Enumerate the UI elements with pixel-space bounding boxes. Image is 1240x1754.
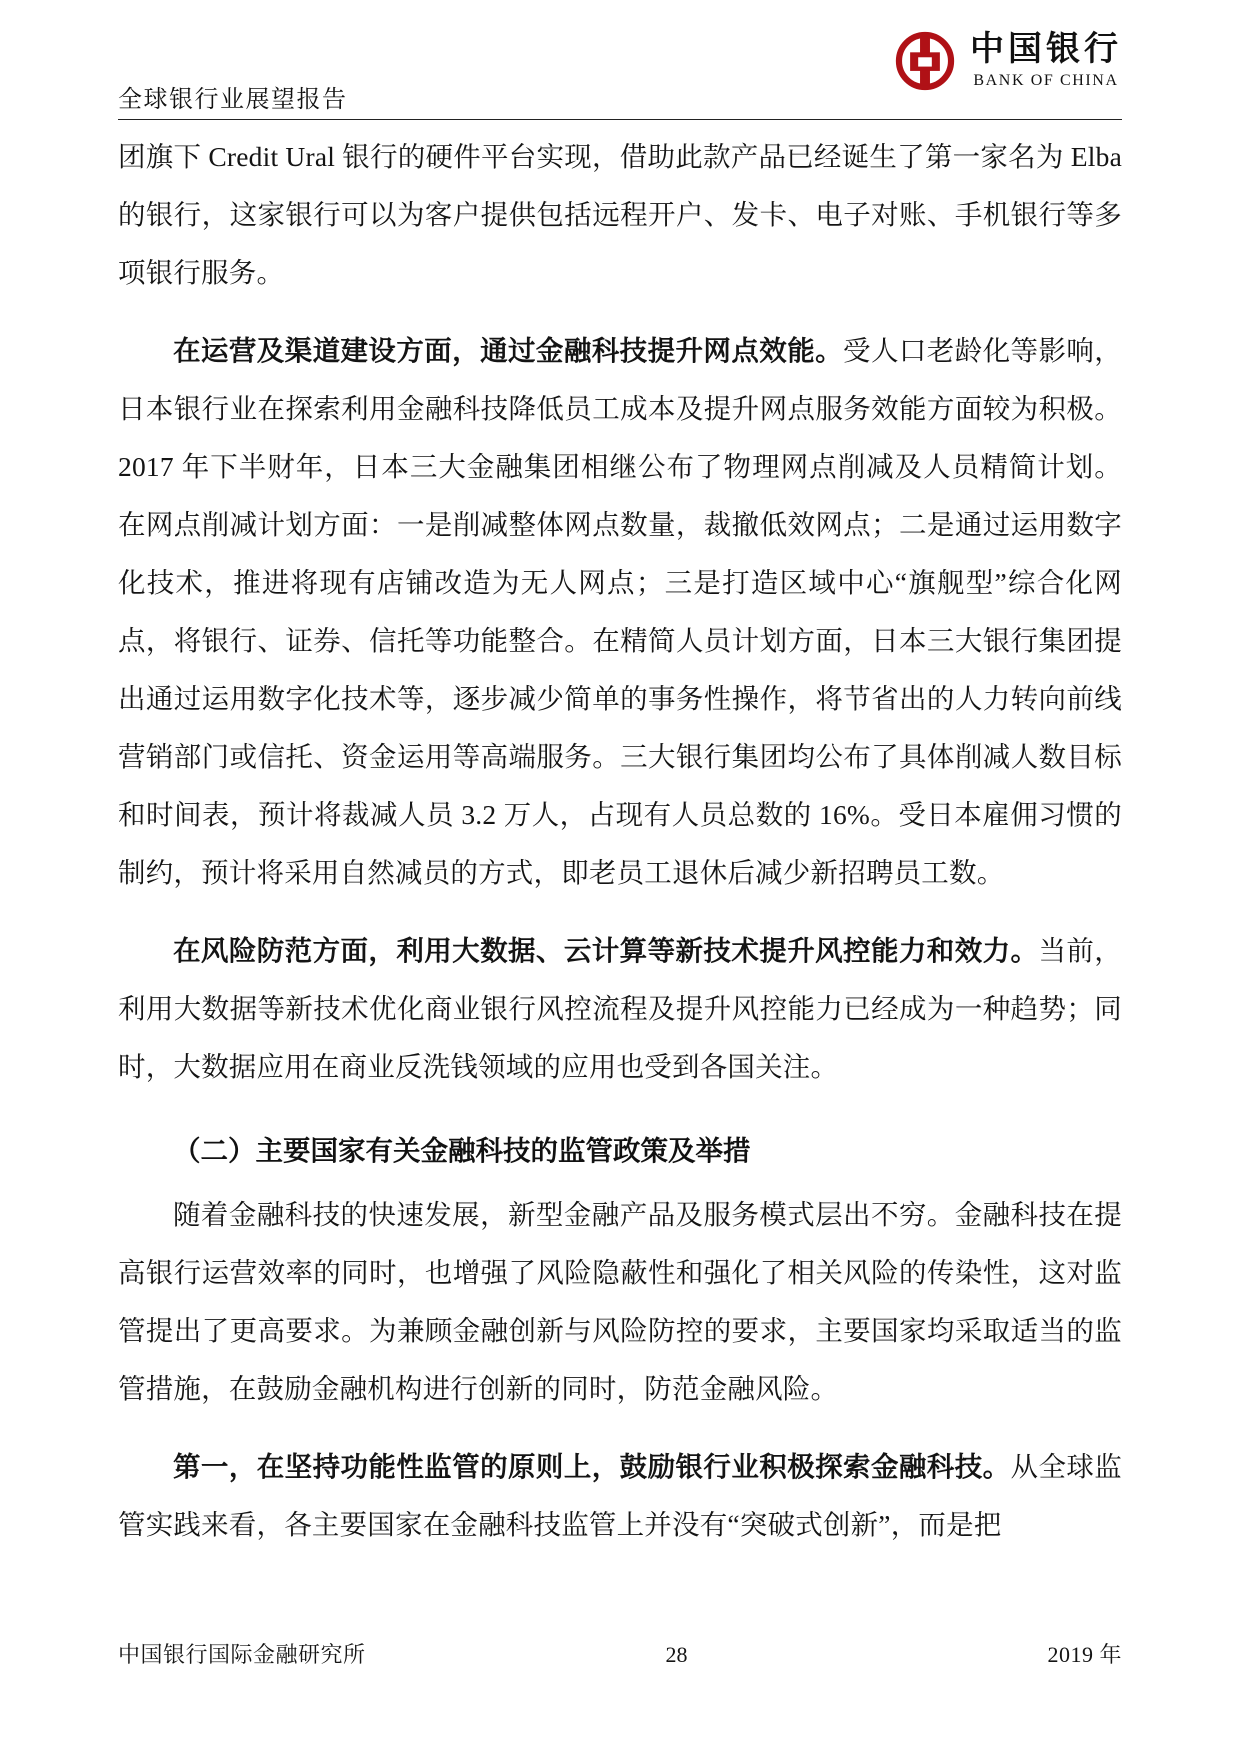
paragraph-continued (118, 128, 1122, 302)
paragraph-lead-in: 在运营及渠道建设方面，通过金融科技提升网点效能。 (173, 335, 844, 366)
paragraph-gap (118, 1422, 1122, 1438)
footer-institution: 中国银行国际金融研究所 (118, 1642, 366, 1667)
paragraph-text: 从全球监管实践来看，各主要国家在金融科技监管上并没有“突破式创新”，而是把 (118, 1451, 1122, 1540)
footer-year: 2019 年 (1047, 1642, 1122, 1667)
paragraph-operations (118, 322, 1122, 902)
footer-page-number: 28 (665, 1642, 688, 1667)
paragraph-fintech-development (118, 1186, 1122, 1418)
paragraph-gap (118, 906, 1122, 922)
boc-english-name: BANK OF CHINA (973, 72, 1119, 89)
paragraph-first-point (118, 1438, 1122, 1554)
paragraph-text: 当前，利用大数据等新技术优化商业银行风控流程及提升风控能力已经成为一种趋势；同时，大数据应用在商业反洗钱领域的应用也受到各国关注。 (118, 935, 1122, 1082)
boc-wordmark (970, 33, 1122, 89)
paragraph-lead-in: 第一，在坚持功能性监管的原则上，鼓励银行业积极探索金融科技。 (173, 1451, 1011, 1482)
section-heading: （二）主要国家有关金融科技的监管政策及举措 (173, 1135, 751, 1166)
header-report-title: 全球银行业展望报告 (118, 87, 348, 113)
paragraph-risk-prevention (118, 922, 1122, 1096)
boc-circle-coin-icon (894, 30, 956, 92)
page-header (118, 31, 1122, 120)
bank-of-china-logo (894, 30, 1122, 92)
boc-chinese-name: 中国银行 (970, 31, 1122, 68)
paragraph-text: 团旗下 Credit Ural 银行的硬件平台实现，借助此款产品已经诞生了第一家名为 Elba 的银行，这家银行可以为客户提供包括远程开户、发卡、电子对账、手机银行等多项银行服务。 (118, 141, 1122, 288)
paragraph-text: 受人口老龄化等影响，日本银行业在探索利用金融科技降低员工成本及提升网点服务效能方面较为积极。2017 年下半财年，日本三大金融集团相继公布了物理网点削减及人员精简计划。在网点削减计划方面：一是削减整体网点数量，裁撤低效网点；二是通过运用数字化技术，推进将现有店铺改造为无人网点；三是打造区域中心“旗舰型”综合化网点，将银行、证券、信托等功能整合。在精简人员计划方面，日本三大银行集团提出通过运用数字化技术等，逐步减少简单的事务性操作，将节省出的人力转向前线营销部门或信托、资金运用等高端服务。三大银行集团均公布了具体削减人数目标和时间表，预计将裁减人员 3.2 万人，占现有人员总数的 16%。受日本雇佣习惯的制约，预计将采用自然减员的方式，即老员工退休后减少新招聘员工数。 (118, 335, 1122, 888)
header-divider (118, 119, 1122, 120)
document-body (118, 128, 1122, 1558)
paragraph-lead-in: 在风险防范方面，利用大数据、云计算等新技术提升风控能力和效力。 (173, 935, 1039, 966)
paragraph-gap (118, 306, 1122, 322)
paragraph-text: 随着金融科技的快速发展，新型金融产品及服务模式层出不穷。金融科技在提高银行运营效率的同时，也增强了风险隐蔽性和强化了相关风险的传染性，这对监管提出了更高要求。为兼顾金融创新与风险防控的要求，主要国家均采取适当的监管措施，在鼓励金融机构进行创新的同时，防范金融风险。 (118, 1199, 1122, 1404)
page-footer (118, 1638, 1122, 1669)
